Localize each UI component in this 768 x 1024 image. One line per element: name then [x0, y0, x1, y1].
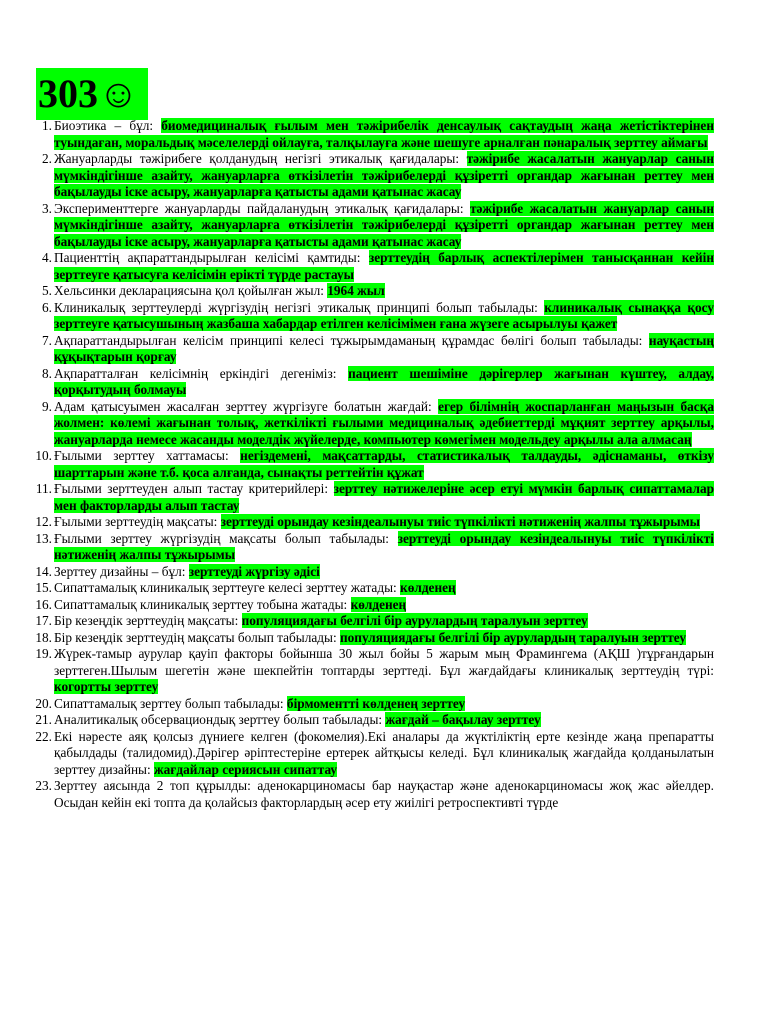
highlighted-answer: биомедициналық ғылым мен тәжірибелік денсаулық сақтаудың жаңа жетістіктерінен туындаған, моральдық мәселелерді ойлауға, талқылауға және шешуге арналған пәнаралық зерттеу аймағы	[54, 118, 714, 150]
list-item	[35, 712, 714, 729]
item-number: 15.	[35, 580, 52, 595]
list-item	[35, 563, 714, 581]
list-item	[35, 728, 714, 779]
question-text: Хельсинки декларациясына қол қойылған жыл:	[54, 283, 328, 298]
item-number: 18.	[35, 629, 52, 645]
question-text: Ғылыми зерттеу хаттамасы:	[54, 448, 241, 463]
question-text: Клиникалық зерттеулерді жүргізудің негізгі этикалық принципі болып табылады:	[54, 299, 545, 315]
question-text: Пациенттің ақпараттандырылған келісімі қамтиды:	[54, 250, 369, 265]
list-item	[35, 580, 714, 597]
question-text: Зерттеу аясында 2 топ құрылды: аденокарциномасы бар науқастар және аденокарциномасы жоқ жас әйелдер. Осыдан кейін екі топта да қолайсыз факторлардың әсер ету жиілігі ретроспективті түрде	[54, 778, 714, 810]
question-text: Аналитикалық обсервациондық зерттеу болып табылады:	[54, 712, 386, 727]
highlighted-answer: популяциядағы белгілі бір аурулардың таралуын зерттеу	[340, 629, 686, 645]
highlighted-answer: зерттеуді орындау кезіндеалынуы тиіс түпкілікті нәтиженің жалпы тұжырымы	[220, 514, 701, 529]
highlighted-answer: клиникалық сынаққа қосу зерттеуге қатысушының жазбаша хабардар етілген келісімімен ғана жүзеге асырылуы қажет	[54, 299, 715, 331]
question-text: Ғылыми зерттеудің мақсаты:	[54, 514, 221, 529]
question-text: Ғылыми зерттеу жүргізудің мақсаты болып табылады:	[54, 530, 398, 546]
highlighted-answer: жағдай – бақылау зерттеу	[385, 712, 541, 727]
question-text: Биоэтика – бұл:	[54, 118, 162, 133]
list-item	[42, 332, 714, 366]
question-text: Адам қатысуымен жасалған зерттеу жүргізуге болатын жағдай:	[54, 398, 439, 414]
question-text: Зерттеу дизайны – бұл:	[54, 563, 189, 579]
item-number: 3.	[42, 200, 52, 216]
question-text: Бір кезеңдік зерттеудің мақсаты болып табылады:	[54, 629, 340, 645]
item-number: 23.	[35, 778, 52, 793]
item-number: 22.	[35, 728, 52, 744]
highlighted-answer: когортты зерттеу	[54, 679, 159, 694]
list-item	[42, 398, 715, 449]
list-item	[42, 365, 714, 399]
item-number: 4.	[42, 250, 52, 265]
highlighted-answer: зерттеуді орындау кезіндеалынуы тиіс түпкілікті нәтиженің жалпы тұжырымы	[54, 530, 714, 562]
highlighted-answer: көлденең	[350, 596, 407, 612]
list-item	[42, 250, 714, 283]
item-number: 5.	[42, 283, 52, 298]
highlighted-answer: пациент шешіміне дәрігерлер жағынан күштеу, алдау, қорқытудың болмауы	[54, 365, 714, 397]
question-text: Ақпаратталған келісімнің еркіндігі дегеніміз:	[54, 365, 349, 381]
question-text: Жүрек-тамыр аурулар қауіп факторы бойынша 30 жыл бойы 5 жарым мың Фрамингема (АҚШ )тұрғандарын зерттеген.Шылым шегетін және шекпейтін топтарды зерттеді. Бұл жағдайдағы клиникалық зерттеудің түрі:	[54, 646, 714, 678]
question-list	[35, 118, 715, 811]
question-text: Бір кезеңдік зерттеудің мақсаты:	[54, 613, 242, 628]
item-number: 12.	[35, 514, 52, 529]
list-item	[35, 530, 714, 564]
page-title: 303☺	[36, 68, 148, 120]
list-item	[35, 613, 714, 630]
list-item	[42, 283, 714, 300]
question-text: Сипаттамалық клиникалық зерттеу тобына жатады:	[54, 596, 351, 612]
question-text: Сипаттамалық зерттеу болып табылады:	[54, 695, 287, 711]
item-number: 1.	[42, 118, 52, 133]
question-text: Эксперименттерге жануарларды пайдаланудың этикалық қағидалары:	[54, 200, 470, 216]
list-item	[35, 646, 714, 696]
item-number: 13.	[35, 530, 52, 546]
list-item	[35, 778, 714, 811]
highlighted-answer: егер білімнің жоспарланған маңызын басқа жолмен: көлемі жағынан толық, жеткілікті ғылыми медициналық әдебиеттерді мұқият зерттеу арқылы, жануарларда немесе жасанды моделдік жүйелерде, компьютер көмегімен модельдеу арқылы ала алмасаң	[54, 398, 715, 447]
question-text: Сипаттамалық клиникалық зерттеуге келесі зерттеу жатады:	[54, 580, 401, 595]
item-number: 10.	[35, 448, 52, 463]
highlighted-answer: бірмоментті көлденең зерттеу	[286, 695, 466, 711]
list-item	[42, 151, 714, 201]
highlighted-answer: зерттеудің барлық аспектілерімен танысқаннан кейін зерттеуге қатысуға келісімін ерікті түрде растауы	[54, 250, 714, 282]
item-number: 19.	[35, 646, 52, 661]
highlighted-answer: науқастың құқықтарын қорғау	[54, 332, 714, 364]
list-item	[35, 514, 714, 531]
item-number: 16.	[35, 596, 52, 612]
item-number: 20.	[35, 695, 52, 711]
list-item	[35, 695, 714, 713]
highlighted-answer: зерттеуді жүргізу әдісі	[188, 563, 320, 579]
question-text: Ғылыми зерттеуден алып тастау критерийлері:	[54, 481, 334, 496]
item-number: 17.	[35, 613, 52, 628]
list-item	[42, 299, 715, 333]
item-number: 14.	[35, 563, 52, 579]
list-item	[35, 629, 714, 647]
item-number: 2.	[42, 151, 52, 166]
item-number: 6.	[42, 299, 52, 315]
highlighted-answer: көлденең	[400, 580, 456, 595]
highlighted-answer: тәжірибе жасалатын жануарлар санын мүмкіндігінше азайту, жануарларға өткізілетін тәжірибелерді құзіретті органдар жағынан реттеу мен бақылауды іске асыру, жануарларға қатысты адами қатынас жасау	[54, 151, 714, 199]
item-number: 8.	[42, 365, 52, 381]
question-text: Ақпараттандырылған келісім принципі келесі тұжырымдаманың құрамдас бөлігі болып табылады:	[54, 332, 649, 348]
highlighted-answer: 1964 жыл	[327, 283, 385, 298]
question-text: Жануарларды тәжірибеге қолданудың негізгі этикалық қағидалары:	[54, 151, 467, 166]
highlighted-answer: жағдайлар сериясын сипаттау	[154, 761, 338, 777]
highlighted-answer: тәжірибе жасалатын жануарлар санын мүмкіндігінше азайту, жануарларға өткізілетін тәжірибелерді құзіретті органдар жағынан реттеу мен бақылауды іске асыру, жануарларға қатысты адами қатынас жасау	[54, 200, 714, 249]
item-number: 7.	[42, 332, 52, 348]
item-number: 21.	[35, 712, 52, 727]
list-item	[42, 118, 714, 151]
item-number: 9.	[42, 398, 52, 414]
list-item	[35, 481, 714, 514]
highlighted-answer: популяциядағы белгілі бір аурулардың таралуын зерттеу	[241, 613, 588, 628]
list-item	[35, 596, 714, 614]
list-item	[35, 448, 715, 481]
list-item	[42, 200, 714, 251]
question-text: Екі нәресте аяқ қолсыз дүниеге келген (фокомелия).Екі аналары да жүктіліктің ерте кезінде жаңа препаратты қабылдады (талидомид).Дәрігер әріптестеріне ертерек айтқысы келеді. Бұл клиникалық жағдайда қолданылатын зерттеу дизайны:	[54, 728, 714, 777]
highlighted-answer: зерттеу нәтижелеріне әсер етуі мүмкін барлық сипаттамалар мен факторларды алып тастау	[54, 481, 714, 513]
item-number: 11.	[35, 481, 52, 496]
highlighted-answer: негіздемені, мақсаттарды, статистикалық талдауды, әдіснаманы, өткізу шарттарын және т.б. қоса алғанда, сынақты реттейтін құжат	[54, 448, 715, 480]
